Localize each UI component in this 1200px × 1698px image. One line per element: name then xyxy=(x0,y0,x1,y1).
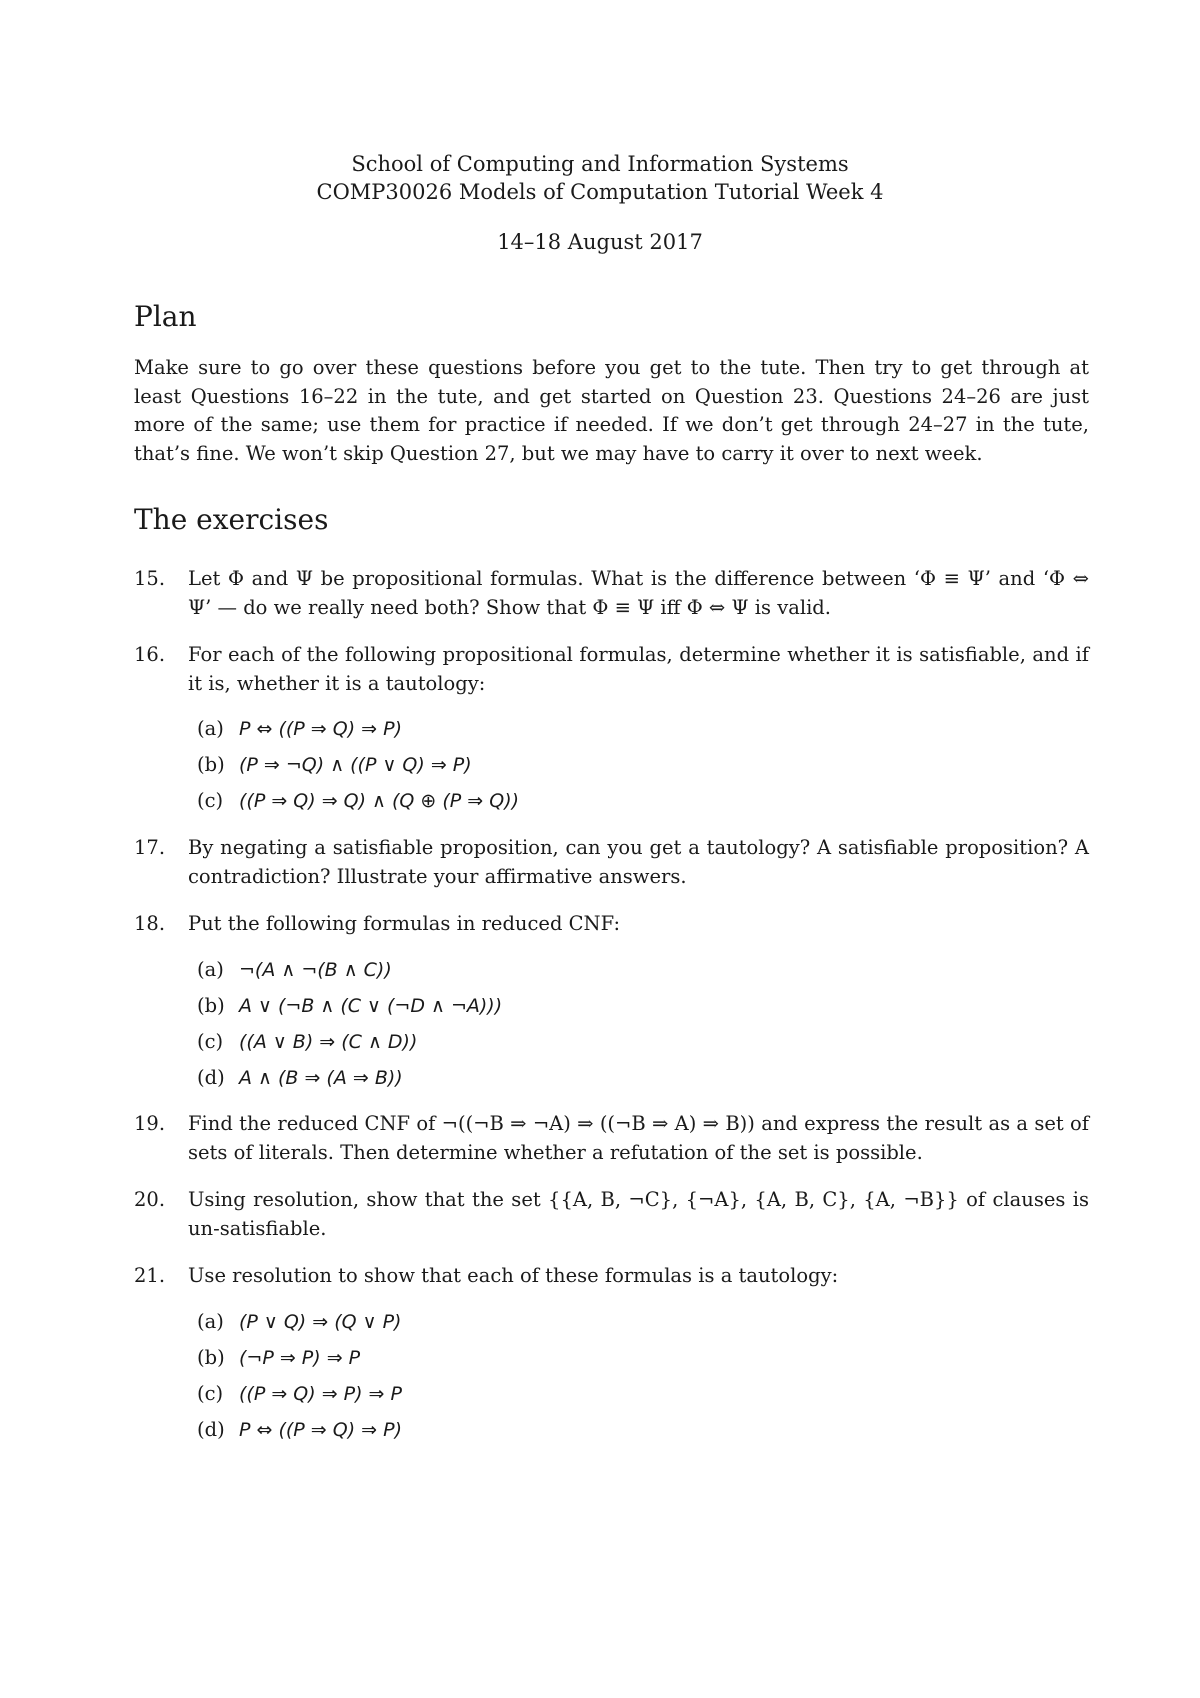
item-formula: A ∧ (B ⇒ (A ⇒ B)) xyxy=(239,1067,403,1089)
item-formula: (P ∨ Q) ⇒ (Q ∨ P) xyxy=(239,1311,402,1333)
item-formula: ((P ⇒ Q) ⇒ Q) ∧ (Q ⊕ (P ⇒ Q)) xyxy=(239,790,520,812)
document-header xyxy=(0,150,1200,256)
item-label: (c) xyxy=(197,1030,224,1053)
item-formula: A ∨ (¬B ∧ (C ∨ (¬D ∧ ¬A))) xyxy=(239,995,503,1017)
item-formula: (P ⇒ ¬Q) ∧ ((P ∨ Q) ⇒ P) xyxy=(239,754,472,776)
question-16 xyxy=(134,641,1089,698)
question-18 xyxy=(134,910,1089,939)
course-title: COMP30026 Models of Computation Tutorial Week 4 xyxy=(316,180,884,204)
question-number: 17. xyxy=(134,836,166,859)
item-label: (a) xyxy=(197,717,224,740)
question-text: Find the reduced CNF of ¬((¬B ⇒ ¬A) ⇒ ((¬B ⇒ A) ⇒ B)) and express the result as a set of sets of literals. Then determine whether a refutation of the set is possible. xyxy=(188,1112,1089,1164)
question-number: 19. xyxy=(134,1112,166,1135)
question-number: 20. xyxy=(134,1188,166,1211)
q18-item-b xyxy=(197,992,502,1020)
item-label: (d) xyxy=(197,1418,225,1441)
question-text: Put the following formulas in reduced CNF: xyxy=(188,912,621,935)
item-label: (c) xyxy=(197,789,224,812)
question-21 xyxy=(134,1262,1089,1291)
question-17 xyxy=(134,834,1089,891)
item-label: (a) xyxy=(197,1310,224,1333)
q18-item-d xyxy=(197,1064,403,1092)
item-label: (d) xyxy=(197,1066,225,1089)
q21-item-d xyxy=(197,1416,402,1444)
item-formula: P ⇔ ((P ⇒ Q) ⇒ P) xyxy=(239,718,402,740)
question-number: 15. xyxy=(134,567,166,590)
tutorial-date: 14–18 August 2017 xyxy=(497,230,703,254)
item-formula: P ⇔ ((P ⇒ Q) ⇒ P) xyxy=(239,1419,402,1441)
question-number: 16. xyxy=(134,643,166,666)
q21-item-b xyxy=(197,1344,360,1372)
q16-item-a xyxy=(197,715,402,743)
item-formula: ((P ⇒ Q) ⇒ P) ⇒ P xyxy=(239,1383,402,1405)
question-15 xyxy=(134,565,1089,622)
question-20 xyxy=(134,1186,1089,1243)
item-formula: ¬(A ∧ ¬(B ∧ C)) xyxy=(239,959,392,981)
question-text: For each of the following propositional formulas, determine whether it is satisfiable, and if it is, whether it is a tautology: xyxy=(188,643,1089,695)
q16-item-b xyxy=(197,751,472,779)
q21-item-c xyxy=(197,1380,402,1408)
item-label: (c) xyxy=(197,1382,224,1405)
school-name: School of Computing and Information Systems xyxy=(351,152,849,176)
question-number: 21. xyxy=(134,1264,166,1287)
item-label: (b) xyxy=(197,1346,225,1369)
q21-item-a xyxy=(197,1308,401,1336)
question-text: Use resolution to show that each of these formulas is a tautology: xyxy=(188,1264,839,1287)
plan-heading: Plan xyxy=(134,300,197,333)
item-label: (b) xyxy=(197,753,225,776)
q18-item-a xyxy=(197,956,392,984)
exercises-heading: The exercises xyxy=(134,503,329,536)
q16-item-c xyxy=(197,787,519,815)
question-text: Using resolution, show that the set {{A, B, ¬C}, {¬A}, {A, B, C}, {A, ¬B}} of clauses is un-satisfiable. xyxy=(188,1188,1089,1240)
item-formula: (¬P ⇒ P) ⇒ P xyxy=(239,1347,361,1369)
question-19 xyxy=(134,1110,1089,1167)
question-text: By negating a satisfiable proposition, can you get a tautology? A satisfiable proposition? A contradiction? Illustrate your affirmative answers. xyxy=(188,836,1089,888)
item-label: (a) xyxy=(197,958,224,981)
item-formula: ((A ∨ B) ⇒ (C ∧ D)) xyxy=(239,1031,418,1053)
q18-item-c xyxy=(197,1028,417,1056)
question-text: Let Φ and Ψ be propositional formulas. What is the difference between ‘Φ ≡ Ψ’ and ‘Φ ⇔ Ψ’ — do we really need both? Show that Φ ≡ Ψ iff Φ ⇔ Ψ is valid. xyxy=(188,567,1089,619)
plan-paragraph: Make sure to go over these questions before you get to the tute. Then try to get through at least Questions 16–22 in the tute, and get started on Question 23. Questions 24–26 are just more of the same; use them for practice if needed. If we don’t get through 24–27 in the tute, that’s fine. We won’t skip Question 27, but we may have to carry it over to next week. xyxy=(134,356,1089,465)
question-number: 18. xyxy=(134,912,166,935)
item-label: (b) xyxy=(197,994,225,1017)
